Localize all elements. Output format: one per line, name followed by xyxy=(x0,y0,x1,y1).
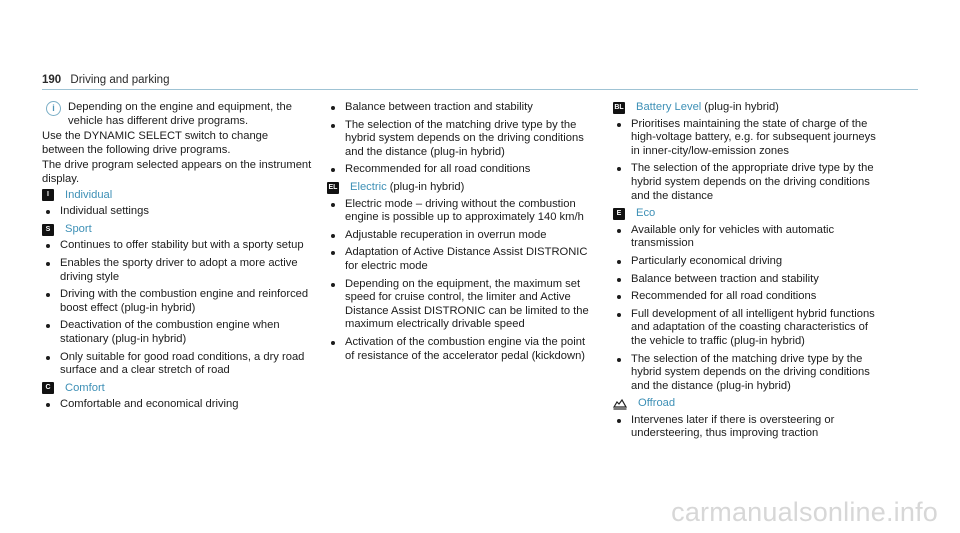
mode-heading xyxy=(613,397,883,411)
mode-suffix: (plug-in hybrid) xyxy=(389,180,465,193)
mode-heading xyxy=(42,382,312,396)
mode-name: Offroad xyxy=(638,397,676,410)
list-item: Intervenes later if there is oversteering or understeering, thus improving traction xyxy=(613,414,883,441)
sport-mode-icon: S xyxy=(42,224,54,236)
mode-heading xyxy=(327,181,597,195)
mode-feature-list xyxy=(613,414,883,441)
intro-paragraph: Use the DYNAMIC SELECT switch to change between the following drive programs. xyxy=(42,130,269,156)
list-item: The selection of the matching drive type by the hybrid system depends on the driving conditions and the distance (plug-in hybrid) xyxy=(327,119,597,160)
mode-feature-list xyxy=(42,205,312,219)
list-item: The selection of the appropriate drive type by the hybrid system depends on the driving conditions and the distance xyxy=(613,162,883,203)
electric-mode-icon: EL xyxy=(327,182,339,194)
list-item: Enables the sporty driver to adopt a more active driving style xyxy=(42,257,312,284)
mode-name: Eco xyxy=(636,207,656,220)
mode-feature-list xyxy=(42,398,312,412)
list-item: Only suitable for good road conditions, a dry road surface and a clear stretch of road xyxy=(42,351,312,378)
mode-name: Comfort xyxy=(65,381,105,394)
mode-name: Battery Level xyxy=(636,101,702,113)
mode-feature-list xyxy=(613,224,883,394)
mode-comfort xyxy=(42,382,312,412)
column-2 xyxy=(327,101,597,367)
section-title: Driving and parking xyxy=(70,74,170,86)
list-item: Depending on the equipment, the maximum set speed for cruise control, the limiter and Active Distance Assist DISTRONIC can be limited to the maximum electrically drivable speed xyxy=(327,278,597,332)
list-item: Electric mode – driving without the combustion engine is possible up to approximately 140 km/h xyxy=(327,198,597,225)
column-1 xyxy=(42,101,312,416)
page-number: 190 xyxy=(42,74,62,86)
mode-name: Electric xyxy=(350,180,387,193)
comfort-mode-icon: C xyxy=(42,382,54,394)
note-text: Depending on the engine and equipment, the vehicle has different drive programs. xyxy=(68,101,292,127)
list-item: Comfortable and economical driving xyxy=(42,398,312,412)
mode-feature-list xyxy=(613,118,883,204)
mode-battery-level xyxy=(613,101,883,203)
mode-feature-list xyxy=(327,198,597,364)
mode-name: Sport xyxy=(65,222,92,235)
offroad-icon-graphic xyxy=(613,398,627,410)
list-item: Particularly economical driving xyxy=(613,255,883,269)
mode-name: Individual xyxy=(65,188,113,201)
list-item: Continues to offer stability but with a sporty setup xyxy=(42,239,312,253)
info-note xyxy=(42,101,312,128)
list-item: Available only for vehicles with automatic transmission xyxy=(613,224,883,251)
mode-heading xyxy=(613,101,883,115)
list-item: Full development of all intelligent hybrid functions and adaptation of the coasting characteristics of the vehicle to traffic (plug-in hybrid) xyxy=(613,308,883,349)
individual-mode-icon: I xyxy=(42,189,54,201)
list-item: Recommended for all road conditions xyxy=(327,163,597,177)
mode-suffix: (plug-in hybrid) xyxy=(704,101,779,113)
mode-heading xyxy=(613,207,883,221)
list-item: Activation of the combustion engine via the point of resistance of the accelerator pedal (kickdown) xyxy=(327,336,597,363)
battery-level-mode-icon: BL xyxy=(613,102,625,114)
list-item: Adjustable recuperation in overrun mode xyxy=(327,229,597,243)
mode-heading xyxy=(42,223,312,237)
list-item: Balance between traction and stability xyxy=(613,273,883,287)
mode-offroad xyxy=(613,397,883,441)
eco-mode-icon: E xyxy=(613,208,625,220)
mode-eco xyxy=(613,207,883,393)
mode-heading xyxy=(42,189,312,203)
offroad-icon xyxy=(613,398,627,410)
list-item: Adaptation of Active Distance Assist DISTRONIC for electric mode xyxy=(327,246,597,273)
page-header xyxy=(42,74,169,88)
mode-sport xyxy=(42,223,312,378)
list-item: The selection of the matching drive type by the hybrid system depends on the driving conditions and the distance (plug-in hybrid) xyxy=(613,353,883,394)
list-item: Recommended for all road conditions xyxy=(613,290,883,304)
column-3 xyxy=(613,101,883,445)
display-paragraph: The drive program selected appears on the instrument display. xyxy=(42,159,312,185)
header-divider xyxy=(42,89,918,90)
list-item: Prioritises maintaining the state of charge of the high-voltage battery, e.g. for subsequent journeys in inner-city/low-emission zones xyxy=(613,118,883,159)
feature-list-continued xyxy=(327,101,597,177)
list-item: Deactivation of the combustion engine when stationary (plug-in hybrid) xyxy=(42,319,312,346)
info-icon: i xyxy=(46,101,61,116)
watermark: carmanualsonline.info xyxy=(671,497,938,527)
list-item: Balance between traction and stability xyxy=(327,101,597,115)
list-item: Driving with the combustion engine and reinforced boost effect (plug-in hybrid) xyxy=(42,288,312,315)
mode-electric xyxy=(327,181,597,363)
list-item: Individual settings xyxy=(42,205,312,219)
mode-feature-list xyxy=(42,239,312,377)
mode-individual xyxy=(42,189,312,219)
